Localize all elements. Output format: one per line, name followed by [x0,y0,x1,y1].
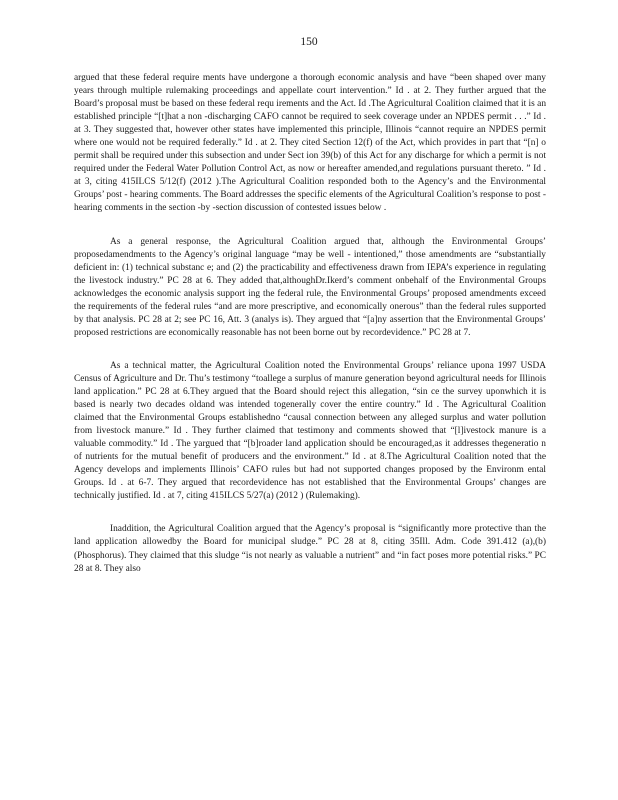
paragraph-3: As a technical matter, the Agricultural Coalition noted the Environmental Groups’ reliance upona 1997 USDA Census of Agriculture and Dr. Thu’s testimony “toallege a surplus of manure generation beyond agricultural needs for Illinois land application.” PC 28 at 6.They argued that the Board should reject this allegation, “sin ce the survey uponwhich it is based is nearly two decades oldand was intended togenerally cover the entire country.” Id . The Agricultural Coalition claimed that the Environmental Groups establishedno “causal connection between any alleged surplus and water pollution from livestock manure.” Id . They further claimed that testimony and comments showed that “[l]ivestock manure is a valuable commodity.” Id . The yargued that “[b]roader land application should be encouraged,as it addresses thegeneratio n of nutrients for the mutual benefit of producers and the environment.” Id . at 8.The Agricultural Coalition noted that the Agency develops and implements Illinois’ CAFO rules but had not supported changes proposed by the Environm ental Groups. Id . at 6-7. They argued that recordevidence has not established that the Environmental Groups’ changes are technically justified. Id . at 7, citing 415ILCS 5/27(a) (2012 ) (Rulemaking). [74,360,546,502]
paragraph-1: argued that these federal require ments have undergone a thorough economic analysis and have “been shaped over many years through multiple rulemaking proceedings and appellate court intervention.” Id . at 2. They further argued that the Board’s proposal must be based on these federal requ irements and the Act. Id .The Agricultural Coalition claimed that it is an established principle “[t]hat a non -discharging CAFO cannot be required to seek coverage under an NPDES permit . . .” Id . at 3. They suggested that, however other states have implemented this principle, Illinois “cannot require an NPDES permit where one would not be required federally.” Id . at 2. They cited Section 12(f) of the Act, which provides in part that “[n] o permit shall be required under this subsection and under Sect ion 39(b) of this Act for any discharge for which a permit is not required under the Federal Water Pollution Control Act, as now or hereafter amended,and regulations pursuant thereto. ” Id . at 3, citing 415ILCS 5/12(f) (2012 ).The Agricultural Coalition responded both to the Agency’s and the Environmental Groups’ post - hearing comments. The Board addresses the specific elements of the Agricultural Coalition’s response to post -hearing comments in the section -by -section discussion of contested issues below . [74,73,547,214]
body-text [74,72,546,576]
paragraph-2: As a general response, the Agricultural Coalition argued that, although the Environmental Groups’ proposedamendments to the Agency’s original language “may be well - intentioned,” those amendments are “substantially deficient in: (1) technical substanc e; and (2) the practicability and effectiveness drawn from IEPA’s experience in regulating the livestock industry.” PC 28 at 6. They added that,althoughDr.Ikerd’s comment onbehalf of the Environmental Groups acknowledges the economic analysis support ing the federal rule, the Environmental Groups’ proposed amendments exceed the requirements of the federal rules “and are more prescriptive, and economically onerous” than the federal rules supported by that analysis. PC 28 at 2; see PC 16, Att. 3 (analys is). They argued that “[a]ny assertion that the Environmental Groups’ proposed restrictions are economically reasonable has not been borne out by recordevidence.” PC 28 at 7. [74,236,546,338]
paragraph-gap [74,340,546,360]
paragraph-4: Inaddition, the Agricultural Coalition argued that the Agency’s proposal is “significantly more protective than the land application allowedby the Board for municipal sludge.” PC 28 at 8, citing 35Ill. Adm. Code 391.412 (a),(b) (Phosphorus). They claimed that this sludge “is not nearly as valuable a nutrient” and “in fact poses more potential risks.” PC 28 at 8. They also [74,524,546,574]
paragraph-gap [74,216,546,236]
page-number: 150 [300,36,318,48]
paragraph-gap [74,503,546,523]
